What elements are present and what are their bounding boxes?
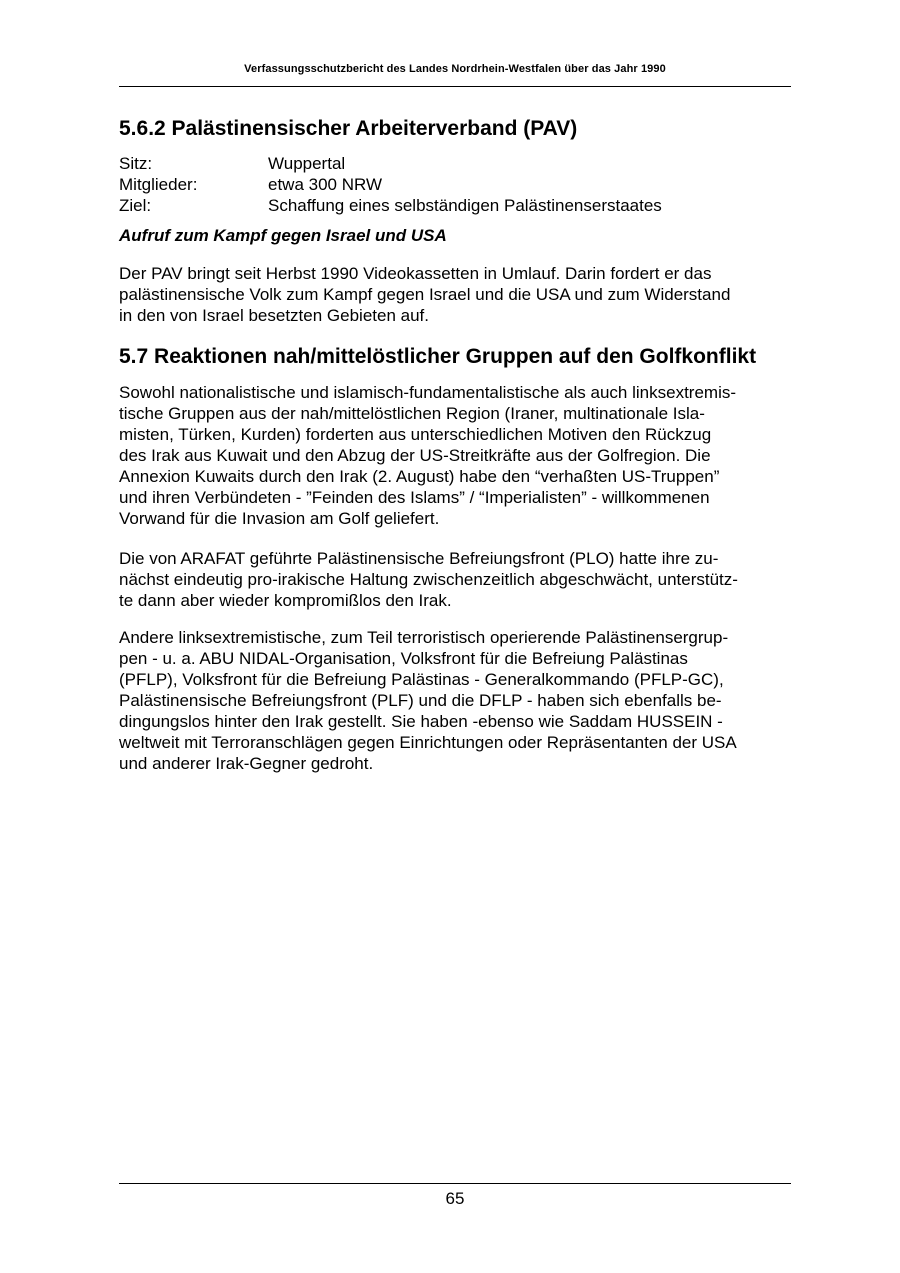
paragraph-line: Vorwand für die Invasion am Golf geliefert.: [119, 509, 440, 528]
paragraph-golf-3: [119, 627, 791, 774]
paragraph-line: weltweit mit Terroranschlägen gegen Einrichtungen oder Repräsentanten der USA: [119, 733, 737, 752]
fact-row-sitz: [119, 153, 662, 174]
footer-divider: [119, 1183, 791, 1184]
paragraph-line: Palästinensische Befreiungsfront (PLF) und die DFLP - haben sich ebenfalls be-: [119, 691, 722, 710]
organization-facts: [119, 153, 662, 216]
section-heading-golfkonflikt: 5.7 Reaktionen nah/mittelöstlicher Gruppen auf den Golfkonflikt: [119, 345, 757, 368]
running-header: Verfassungsschutzbericht des Landes Nordrhein-Westfalen über das Jahr 1990: [244, 63, 666, 75]
page-number: 65: [445, 1189, 465, 1208]
fact-row-ziel: [119, 195, 662, 216]
paragraph-line: pen - u. a. ABU NIDAL-Organisation, Volksfront für die Befreiung Palästinas: [119, 649, 688, 668]
fact-value: Wuppertal: [268, 154, 346, 173]
paragraph-line: te dann aber wieder kompromißlos den Irak.: [119, 591, 452, 610]
fact-label: Ziel:: [119, 196, 152, 215]
fact-value: etwa 300 NRW: [268, 175, 383, 194]
paragraph-line: Der PAV bringt seit Herbst 1990 Videokassetten in Umlauf. Darin fordert er das: [119, 264, 712, 283]
paragraph-line: dingungslos hinter den Irak gestellt. Sie haben -ebenso wie Saddam HUSSEIN -: [119, 712, 723, 731]
paragraph-line: palästinensische Volk zum Kampf gegen Israel und die USA und zum Widerstand: [119, 285, 731, 304]
paragraph-line: in den von Israel besetzten Gebieten auf.: [119, 306, 429, 325]
fact-label: Sitz:: [119, 154, 153, 173]
paragraph-line: (PFLP), Volksfront für die Befreiung Palästinas - Generalkommando (PFLP-GC),: [119, 670, 724, 689]
fact-row-mitglieder: [119, 174, 662, 195]
paragraph-line: Andere linksextremistische, zum Teil terroristisch operierende Palästinensergrup-: [119, 628, 729, 647]
paragraph-line: misten, Türken, Kurden) forderten aus unterschiedlichen Motiven den Rückzug: [119, 425, 712, 444]
fact-label: Mitglieder:: [119, 175, 198, 194]
paragraph-line: des Irak aus Kuwait und den Abzug der US-Streitkräfte aus der Golfregion. Die: [119, 446, 711, 465]
paragraph-line: tische Gruppen aus der nah/mittelöstlichen Region (Iraner, multinationale Isla-: [119, 404, 705, 423]
subheading-aufruf: Aufruf zum Kampf gegen Israel und USA: [119, 226, 447, 245]
paragraph-golf-2: [119, 548, 791, 611]
paragraph-line: Die von ARAFAT geführte Palästinensische Befreiungsfront (PLO) hatte ihre zu-: [119, 549, 719, 568]
paragraph-line: und ihren Verbündeten - ”Feinden des Islams” / “Imperialisten” - willkommenen: [119, 488, 710, 507]
section-heading-pav: 5.6.2 Palästinensischer Arbeiterverband (PAV): [119, 117, 578, 140]
paragraph-pav: [119, 263, 791, 326]
paragraph-line: und anderer Irak-Gegner gedroht.: [119, 754, 374, 773]
header-divider: [119, 86, 791, 87]
paragraph-line: Sowohl nationalistische und islamisch-fundamentalistische als auch linksextremis-: [119, 383, 737, 402]
fact-value: Schaffung eines selbständigen Palästinenserstaates: [268, 196, 662, 215]
paragraph-golf-1: [119, 382, 791, 529]
paragraph-line: Annexion Kuwaits durch den Irak (2. August) habe den “verhaßten US-Truppen”: [119, 467, 720, 486]
paragraph-line: nächst eindeutig pro-irakische Haltung zwischenzeitlich abgeschwächt, unterstütz-: [119, 570, 738, 589]
